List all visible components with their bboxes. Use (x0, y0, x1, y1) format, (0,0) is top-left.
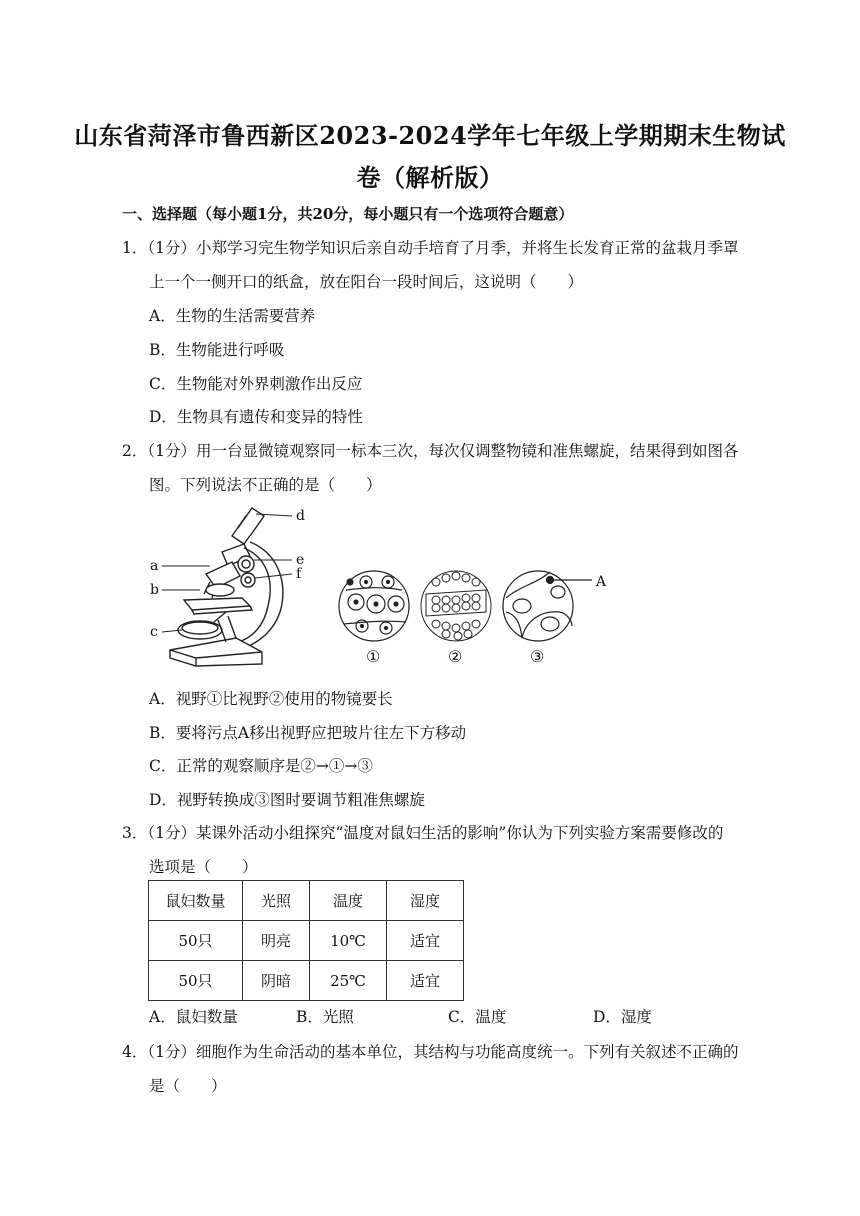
field-of-view-2 (421, 571, 491, 641)
q1-option-b: B．生物能进行呼吸 (149, 341, 285, 359)
q1-stem-line1: 1．（1分）小郑学习完生物学知识后亲自动手培育了月季，并将生长发育正常的盆栽月季罩 (122, 239, 739, 257)
experiment-table (148, 880, 464, 1001)
field-of-view-3 (503, 571, 592, 641)
q1-option-a: A．生物的生活需要营养 (149, 307, 316, 325)
table-cell: 10℃ (310, 921, 387, 961)
table-header-cell: 光照 (243, 881, 310, 921)
q2-option-c: C．正常的观察顺序是②→①→③ (149, 757, 373, 775)
q1-option-c: C．生物能对外界刺激作出反应 (149, 375, 363, 393)
label-view-3: ③ (530, 647, 545, 666)
table-cell: 50只 (149, 921, 243, 961)
label-spot-a: A (596, 574, 607, 590)
q2-option-d: D．视野转换成③图时要调节粗准焦螺旋 (149, 791, 425, 809)
q4-stem-line2: 是（ ） (149, 1077, 227, 1095)
q3-stem-line1: 3．（1分）某课外活动小组探究“温度对鼠妇生活的影响”你认为下列实验方案需要修改的 (122, 824, 724, 842)
label-b: b (150, 582, 159, 598)
table-cell: 适宜 (387, 961, 464, 1001)
q3-stem-line2: 选项是（ ） (149, 858, 258, 876)
label-a: a (150, 558, 159, 574)
microscope-drawing (170, 508, 283, 666)
label-e: e (296, 552, 305, 568)
table-cell: 50只 (149, 961, 243, 1001)
table-row (149, 921, 464, 961)
table-header-row (149, 881, 464, 921)
q2-stem-line2: 图。下列说法不正确的是（ ） (149, 476, 382, 494)
q3-option-b: B．光照 (296, 1008, 354, 1026)
table-cell: 阴暗 (243, 961, 310, 1001)
page-title-line2: 卷（解析版） (356, 163, 504, 192)
table-cell: 适宜 (387, 921, 464, 961)
section-heading: 一、选择题（每小题1分，共20分，每小题只有一个选项符合题意） (122, 205, 574, 223)
table-header-cell: 鼠妇数量 (149, 881, 243, 921)
table-header-cell: 温度 (310, 881, 387, 921)
field-of-view-1 (339, 571, 409, 641)
table-row (149, 961, 464, 1001)
microscope-figure (140, 502, 620, 672)
label-d: d (296, 508, 305, 524)
q1-stem-line2: 上一个一侧开口的纸盒，放在阳台一段时间后，这说明（ ） (149, 273, 584, 291)
q2-stem-line1: 2．（1分）用一台显微镜观察同一标本三次，每次仅调整物镜和准焦螺旋，结果得到如图各 (122, 442, 739, 460)
label-f: f (296, 566, 302, 582)
q2-option-a: A．视野①比视野②使用的物镜要长 (149, 690, 393, 708)
table-header-cell: 湿度 (387, 881, 464, 921)
page-title-line1: 山东省菏泽市鲁西新区2023-2024学年七年级上学期期末生物试 (74, 121, 786, 150)
q3-option-d: D．湿度 (593, 1008, 652, 1026)
table-cell: 25℃ (310, 961, 387, 1001)
q1-option-d: D．生物具有遗传和变异的特性 (149, 408, 363, 426)
q4-stem-line1: 4．（1分）细胞作为生命活动的基本单位，其结构与功能高度统一。下列有关叙述不正确的 (122, 1043, 739, 1061)
q2-option-b: B．要将污点A移出视野应把玻片往左下方移动 (149, 724, 467, 742)
table-cell: 明亮 (243, 921, 310, 961)
label-c: c (150, 624, 158, 640)
label-view-1: ① (366, 647, 381, 666)
label-view-2: ② (448, 647, 463, 666)
q3-option-a: A．鼠妇数量 (149, 1008, 238, 1026)
q3-option-c: C．温度 (448, 1008, 507, 1026)
